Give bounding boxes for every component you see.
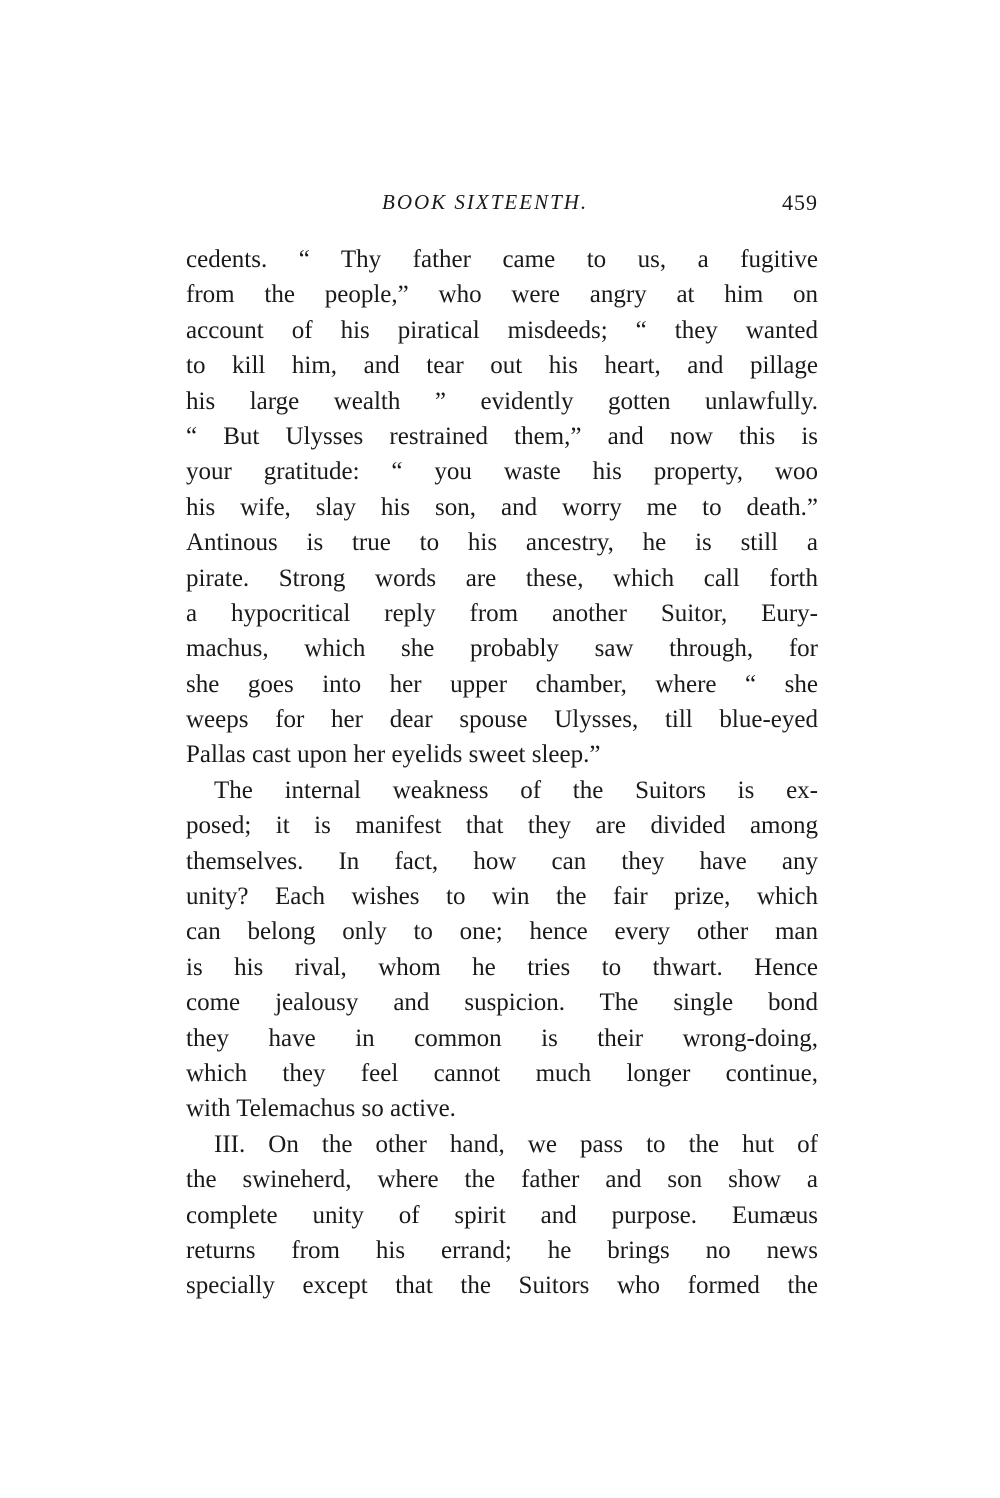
text-line: his wife, slay his son, and worry me to death.” (186, 493, 818, 521)
text-line: from the people,” who were angry at him on (186, 281, 818, 309)
running-head: BOOK SIXTEENTH. (382, 190, 589, 214)
text-line: come jealousy and suspicion. The single bond (186, 989, 818, 1017)
page-number: 459 (782, 190, 818, 215)
paragraph-1 (186, 242, 818, 773)
paragraph-2 (186, 773, 818, 1127)
text-line: posed; it is manifest that they are divided among (186, 812, 818, 840)
page-header (186, 190, 818, 224)
text-line: account of his piratical misdeeds; “ they wanted (186, 316, 818, 344)
text-line: weeps for her dear spouse Ulysses, till blue-eyed (186, 706, 818, 734)
body-text (186, 242, 818, 1304)
text-line: a hypocritical reply from another Suitor, Eury- (186, 599, 818, 627)
paragraph-3 (186, 1127, 818, 1304)
text-line: pirate. Strong words are these, which call forth (186, 564, 818, 592)
text-line: Antinous is true to his ancestry, he is still a (186, 529, 818, 557)
text-line: to kill him, and tear out his heart, and pillage (186, 352, 818, 380)
text-line: returns from his errand; he brings no news (186, 1236, 818, 1264)
text-line: cedents. “ Thy father came to us, a fugitive (186, 246, 818, 273)
text-line: they have in common is their wrong-doing, (186, 1024, 818, 1052)
text-line: III. On the other hand, we pass to the hut of (214, 1130, 818, 1158)
text-line: themselves. In fact, how can they have any (186, 847, 818, 875)
text-line: Pallas cast upon her eyelids sweet sleep.” (186, 741, 601, 769)
text-line: specially except that the Suitors who formed the (186, 1272, 818, 1300)
text-line: unity? Each wishes to win the fair prize, which (186, 883, 818, 911)
text-line: The internal weakness of the Suitors is ex- (214, 776, 818, 804)
text-line: complete unity of spirit and purpose. Eumæus (186, 1201, 818, 1229)
text-line: his large wealth ” evidently gotten unlawfully. (186, 387, 818, 415)
text-line: machus, which she probably saw through, for (186, 635, 818, 663)
text-line: “ But Ulysses restrained them,” and now this is (186, 422, 818, 450)
text-line: with Telemachus so active. (186, 1095, 456, 1123)
text-line: she goes into her upper chamber, where “ she (186, 670, 818, 698)
text-line: your gratitude: “ you waste his property, woo (186, 458, 818, 486)
text-line: the swineherd, where the father and son show a (186, 1166, 818, 1194)
text-line: can belong only to one; hence every other man (186, 918, 818, 946)
text-line: is his rival, whom he tries to thwart. Hence (186, 953, 818, 981)
text-line: which they feel cannot much longer continue, (186, 1059, 818, 1087)
